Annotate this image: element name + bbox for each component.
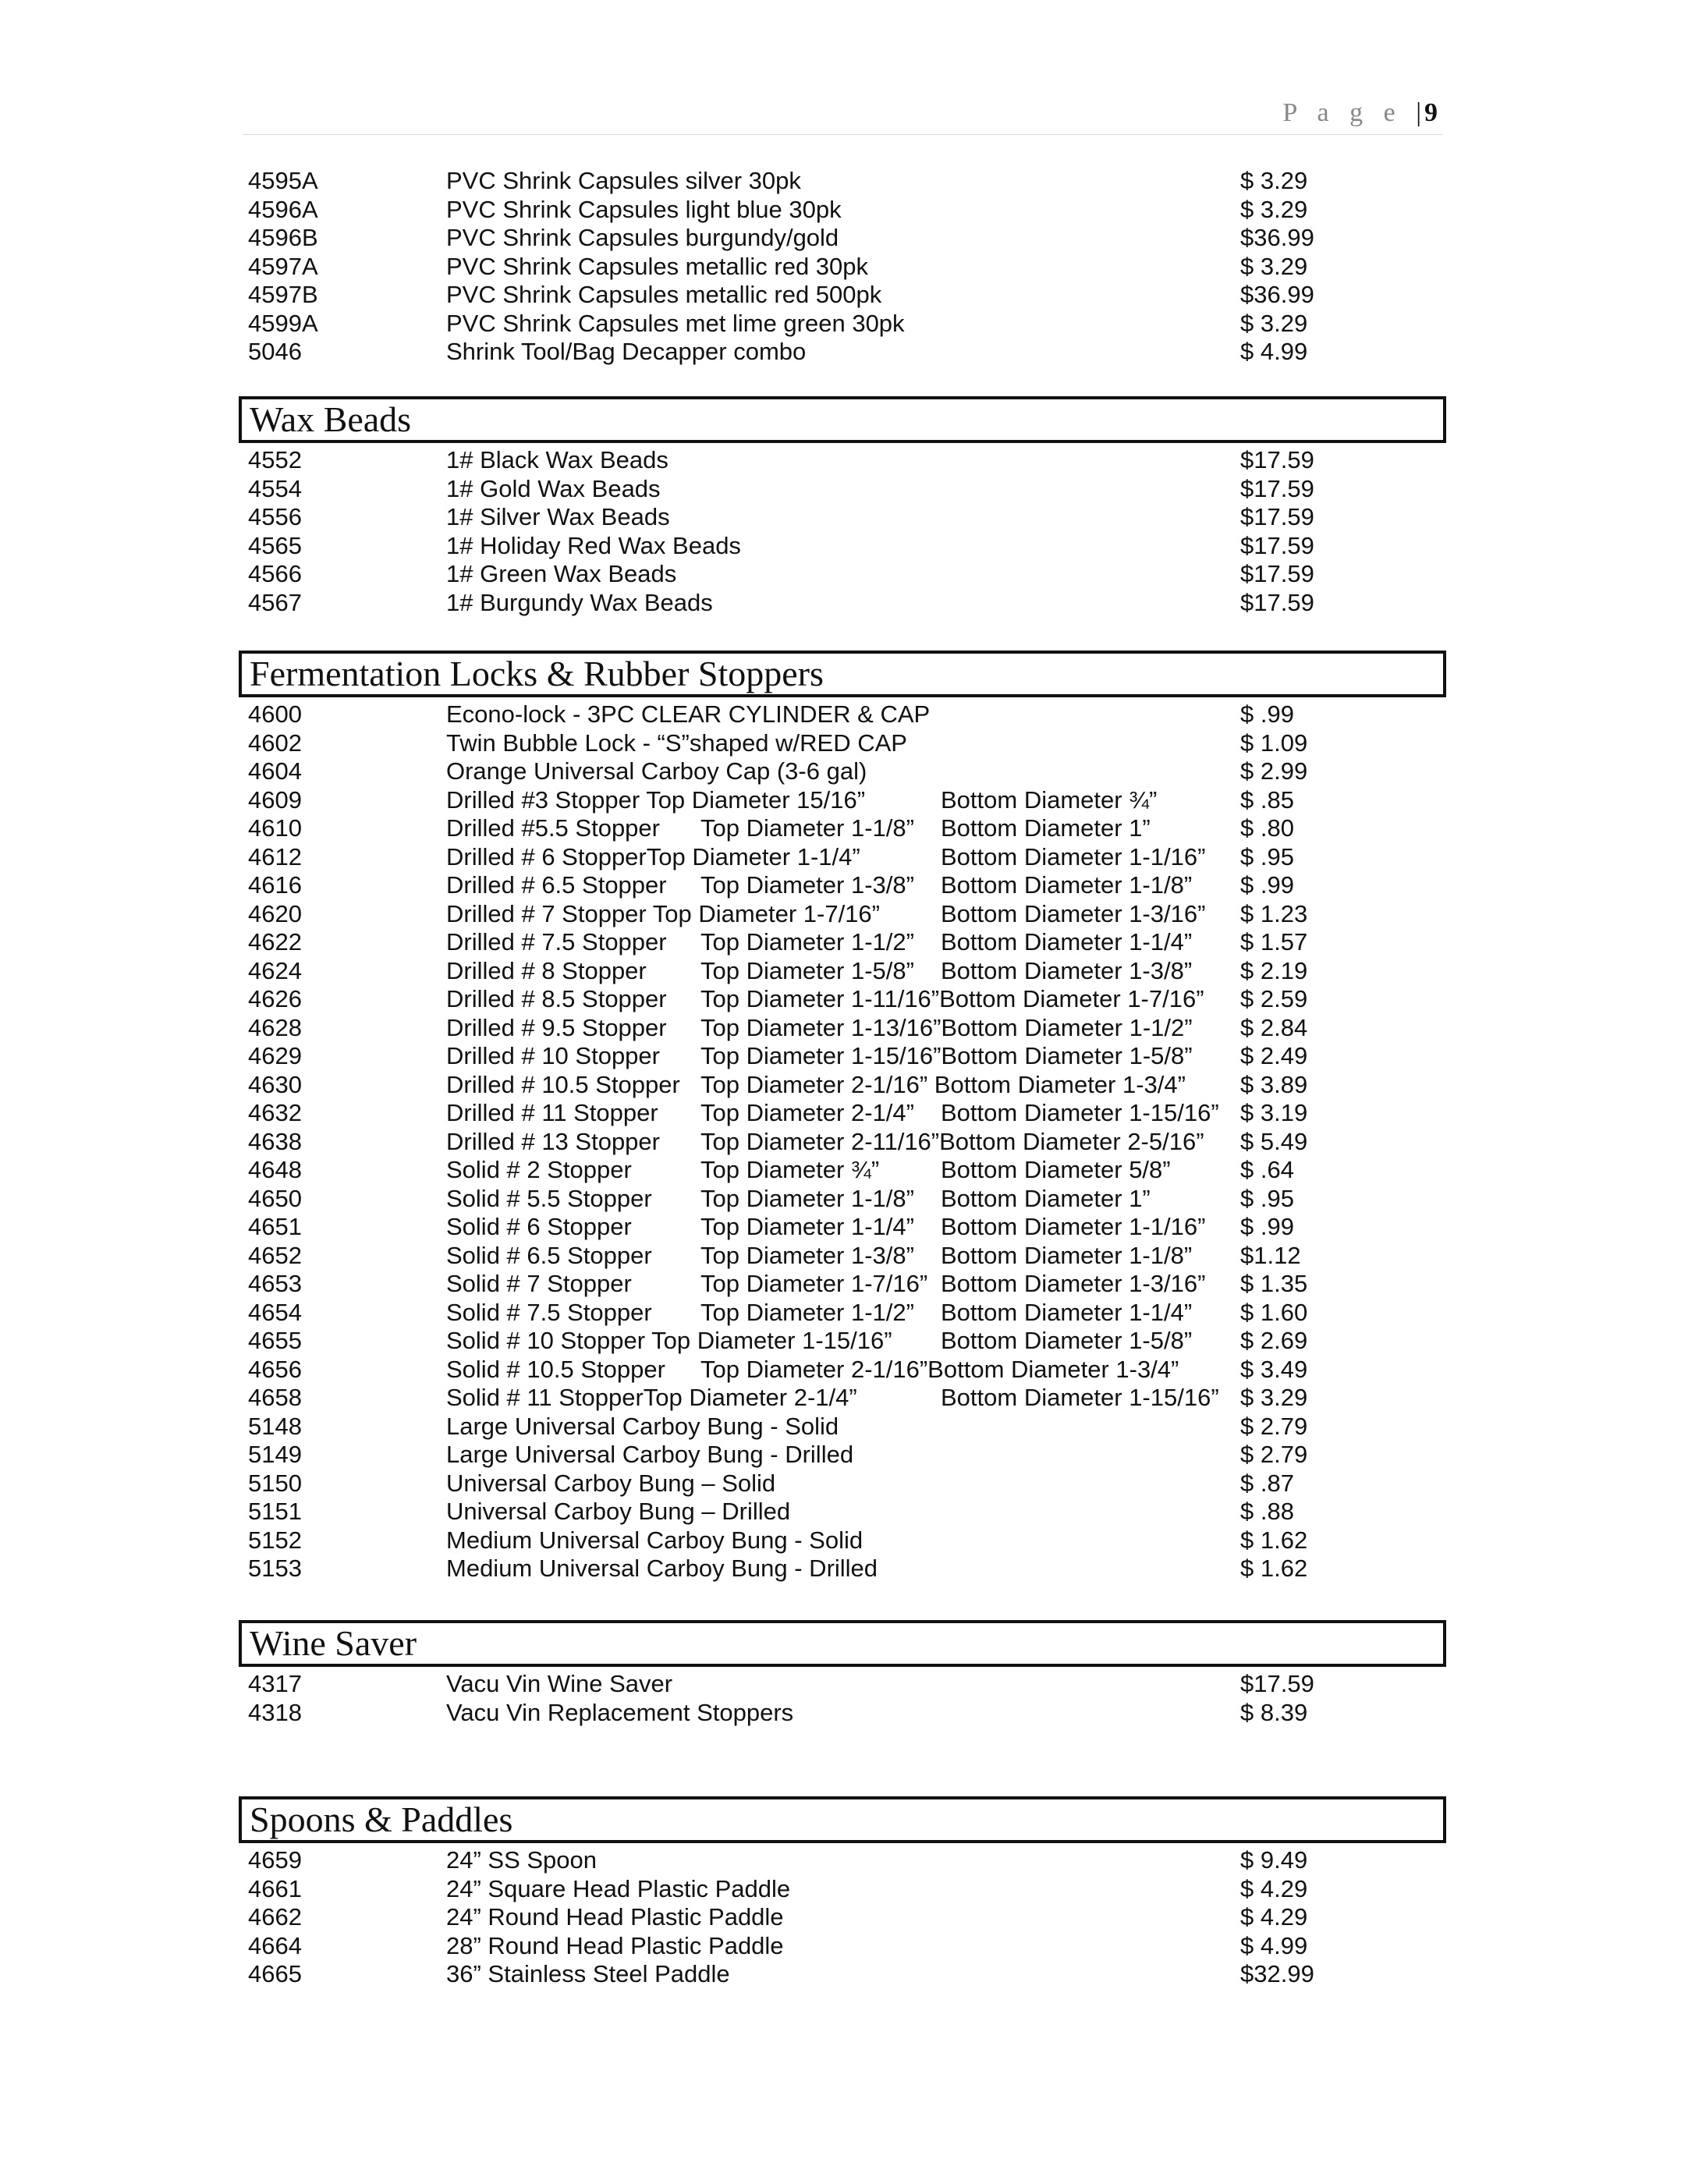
item-code: 4554 (248, 474, 302, 502)
item-description: PVC Shrink Capsules met lime green 30pk (446, 309, 905, 337)
item-code: 4596B (248, 224, 318, 251)
item-code: 4626 (248, 985, 302, 1012)
price-row (239, 589, 1446, 618)
price-row (239, 1128, 1446, 1157)
price-row (239, 475, 1446, 504)
price-section (239, 1796, 1446, 1989)
item-price: $ .88 (1240, 1498, 1294, 1525)
item-price: $ 2.59 (1240, 985, 1308, 1012)
price-row (239, 1156, 1446, 1185)
item-description: Solid # 10 Stopper Top Diameter 1-15/16” (446, 1327, 892, 1354)
item-code: 4638 (248, 1127, 302, 1155)
price-row (239, 167, 1446, 196)
item-code: 4597A (248, 252, 318, 280)
top-diameter: Top Diameter 1-15/16”Bottom Diameter 1-5/8” (700, 1042, 1193, 1069)
item-price: $ .95 (1240, 842, 1294, 870)
item-code: 4658 (248, 1384, 302, 1411)
item-code: 4567 (248, 588, 302, 616)
item-description: Drilled #3 Stopper Top Diameter 15/16” (446, 785, 866, 814)
item-price: $17.59 (1240, 474, 1314, 502)
price-row (239, 224, 1446, 253)
item-description: Drilled # 6 StopperTop Diameter 1-1/4” (446, 842, 860, 870)
top-diameter: Top Diameter 1-1/4” (700, 1213, 914, 1240)
item-price: $ 8.39 (1240, 1698, 1308, 1726)
bottom-diameter: Bottom Diameter 1-1/8” (941, 1241, 1193, 1269)
item-code: 5148 (248, 1412, 302, 1440)
item-description: 1# Burgundy Wax Beads (446, 588, 713, 616)
item-description: Drilled # 8 Stopper (446, 956, 647, 984)
item-price: $ .87 (1240, 1469, 1294, 1497)
item-description: 1# Green Wax Beads (446, 560, 677, 587)
page-number: 9 (1424, 98, 1438, 127)
top-diameter: Top Diameter 2-1/4” (700, 1099, 914, 1126)
item-code: 4655 (248, 1327, 302, 1354)
item-code: 4556 (248, 503, 302, 530)
price-row (239, 253, 1446, 282)
item-description: PVC Shrink Capsules light blue 30pk (446, 195, 842, 223)
item-price: $ 2.69 (1240, 1327, 1308, 1354)
bottom-diameter: Bottom Diameter ¾” (941, 785, 1158, 814)
item-code: 4599A (248, 309, 318, 337)
top-diameter: Top Diameter 1-1/8” (700, 1184, 914, 1212)
item-price: $ 1.62 (1240, 1526, 1308, 1554)
item-price: $ 3.29 (1240, 1384, 1308, 1411)
top-diameter: Top Diameter 2-1/16” Bottom Diameter 1-3/4” (700, 1070, 1186, 1098)
price-row (239, 1185, 1446, 1214)
price-row (239, 446, 1446, 475)
item-code: 4604 (248, 757, 302, 785)
item-code: 4632 (248, 1099, 302, 1126)
item-code: 4664 (248, 1931, 302, 1959)
bottom-diameter: Bottom Diameter 1” (941, 814, 1151, 842)
item-price: $ 1.57 (1240, 928, 1308, 956)
item-description: Solid # 6.5 Stopper (446, 1241, 652, 1269)
price-row (239, 1470, 1446, 1498)
item-price: $ 2.19 (1240, 956, 1308, 984)
price-row (239, 1846, 1446, 1875)
item-description: Drilled # 9.5 Stopper (446, 1013, 667, 1041)
price-section (239, 396, 1446, 617)
item-description: 1# Holiday Red Wax Beads (446, 531, 741, 559)
item-price: $ 4.29 (1240, 1903, 1308, 1930)
item-code: 4656 (248, 1355, 302, 1383)
top-diameter: Top Diameter 1-11/16”Bottom Diameter 1-7/16” (700, 985, 1204, 1012)
item-price: $ 4.99 (1240, 338, 1308, 365)
item-price: $ 2.79 (1240, 1441, 1308, 1468)
price-row (239, 1441, 1446, 1470)
top-diameter: Top Diameter 1-7/16” (700, 1270, 928, 1297)
item-code: 4612 (248, 842, 302, 870)
price-row (239, 1099, 1446, 1128)
item-description: Shrink Tool/Bag Decapper combo (446, 338, 807, 365)
price-section (239, 167, 1446, 367)
item-description: Solid # 7 Stopper (446, 1270, 632, 1297)
item-description: 24” Round Head Plastic Paddle (446, 1903, 784, 1930)
item-description: Solid # 10.5 Stopper (446, 1355, 665, 1383)
price-row (239, 1903, 1446, 1932)
bottom-diameter: Bottom Diameter 1-1/16” (941, 1213, 1206, 1240)
top-diameter: Top Diameter 2-11/16”Bottom Diameter 2-5/16” (700, 1127, 1204, 1155)
item-description: Drilled # 8.5 Stopper (446, 985, 667, 1012)
item-code: 4662 (248, 1903, 302, 1930)
price-row (239, 503, 1446, 532)
item-price: $ .80 (1240, 814, 1294, 842)
item-code: 4629 (248, 1042, 302, 1069)
price-row (239, 1555, 1446, 1583)
price-row (239, 1699, 1446, 1728)
item-code: 4620 (248, 899, 302, 927)
item-description: Drilled # 11 Stopper (446, 1099, 658, 1126)
price-section (239, 651, 1446, 1583)
item-description: 24” Square Head Plastic Paddle (446, 1874, 791, 1902)
bottom-diameter: Bottom Diameter 1-3/16” (941, 1270, 1206, 1297)
item-code: 4650 (248, 1184, 302, 1212)
item-description: PVC Shrink Capsules silver 30pk (446, 167, 801, 194)
price-row (239, 532, 1446, 561)
item-price: $ 3.89 (1240, 1070, 1308, 1098)
item-price: $ 2.84 (1240, 1013, 1308, 1041)
item-code: 5046 (248, 338, 302, 365)
item-code: 4648 (248, 1156, 302, 1183)
item-description: 28” Round Head Plastic Paddle (446, 1931, 784, 1959)
item-description: Universal Carboy Bung – Solid (446, 1469, 776, 1497)
price-row (239, 1014, 1446, 1043)
page-header (243, 95, 1442, 135)
item-price: $36.99 (1240, 224, 1314, 251)
bottom-diameter: Bottom Diameter 1-1/8” (941, 871, 1193, 899)
item-description: 24” SS Spoon (446, 1846, 598, 1874)
item-code: 4624 (248, 956, 302, 984)
price-row (239, 1327, 1446, 1356)
item-price: $ 3.29 (1240, 167, 1308, 194)
item-description: PVC Shrink Capsules metallic red 500pk (446, 281, 882, 308)
item-description: Drilled # 7.5 Stopper (446, 928, 667, 956)
item-description: Drilled #5.5 Stopper (446, 814, 660, 842)
item-price: $ 1.62 (1240, 1555, 1308, 1582)
price-row (239, 928, 1446, 957)
item-description: PVC Shrink Capsules metallic red 30pk (446, 252, 869, 280)
item-price: $ 9.49 (1240, 1846, 1308, 1874)
item-code: 4596A (248, 195, 318, 223)
item-price: $17.59 (1240, 560, 1314, 587)
item-code: 5149 (248, 1441, 302, 1468)
item-description: Solid # 7.5 Stopper (446, 1298, 652, 1326)
price-row (239, 1071, 1446, 1100)
bottom-diameter: Bottom Diameter 1-1/16” (941, 842, 1206, 870)
item-code: 4653 (248, 1270, 302, 1297)
price-row (239, 900, 1446, 929)
item-description: Solid # 11 StopperTop Diameter 2-1/4” (446, 1384, 857, 1411)
item-description: Orange Universal Carboy Cap (3-6 gal) (446, 757, 867, 785)
item-price: $ 4.29 (1240, 1874, 1308, 1902)
top-diameter: Top Diameter 1-1/8” (700, 814, 914, 842)
top-diameter: Top Diameter 1-5/8” (700, 956, 914, 984)
price-row (239, 281, 1446, 310)
item-description: Solid # 5.5 Stopper (446, 1184, 652, 1212)
item-price: $17.59 (1240, 531, 1314, 559)
top-diameter: Top Diameter 1-3/8” (700, 1241, 914, 1269)
price-row (239, 700, 1446, 729)
item-code: 5152 (248, 1526, 302, 1554)
bottom-diameter: Bottom Diameter 1-5/8” (941, 1327, 1193, 1354)
item-code: 4600 (248, 700, 302, 728)
item-price: $ 3.29 (1240, 252, 1308, 280)
price-row (239, 1932, 1446, 1961)
price-row (239, 1875, 1446, 1904)
price-row (239, 338, 1446, 367)
item-description: Large Universal Carboy Bung - Drilled (446, 1441, 854, 1468)
page-separator: | (1416, 98, 1424, 127)
item-price: $ .64 (1240, 1156, 1294, 1183)
item-price: $ 1.60 (1240, 1298, 1308, 1326)
price-row (239, 1270, 1446, 1299)
item-description: Drilled # 10 Stopper (446, 1042, 660, 1069)
item-code: 4616 (248, 871, 302, 899)
price-row (239, 1526, 1446, 1555)
price-row (239, 814, 1446, 843)
item-price: $ 3.19 (1240, 1099, 1308, 1126)
item-price: $ .99 (1240, 700, 1294, 728)
price-row (239, 1384, 1446, 1413)
item-description: Vacu Vin Replacement Stoppers (446, 1698, 794, 1726)
bottom-diameter: Bottom Diameter 1-15/16” (941, 1099, 1219, 1126)
item-price: $ 2.49 (1240, 1042, 1308, 1069)
item-price: $ .95 (1240, 1184, 1294, 1212)
price-row (239, 757, 1446, 786)
bottom-diameter: Bottom Diameter 1” (941, 1184, 1151, 1212)
item-description: 36” Stainless Steel Paddle (446, 1960, 730, 1987)
item-code: 5153 (248, 1555, 302, 1582)
item-description: Universal Carboy Bung – Drilled (446, 1498, 791, 1525)
item-description: Vacu Vin Wine Saver (446, 1670, 673, 1697)
item-code: 4665 (248, 1960, 302, 1987)
item-code: 4661 (248, 1874, 302, 1902)
price-row (239, 1498, 1446, 1526)
item-price: $ 3.29 (1240, 195, 1308, 223)
section-title: Spoons & Paddles (239, 1796, 1446, 1843)
item-code: 4318 (248, 1698, 302, 1726)
item-code: 4652 (248, 1241, 302, 1269)
item-description: Drilled # 10.5 Stopper (446, 1070, 680, 1098)
item-price: $ .99 (1240, 871, 1294, 899)
item-code: 5151 (248, 1498, 302, 1525)
item-code: 4565 (248, 531, 302, 559)
price-row (239, 985, 1446, 1014)
bottom-diameter: Bottom Diameter 1-1/4” (941, 1298, 1193, 1326)
item-price: $ 4.99 (1240, 1931, 1308, 1959)
price-row (239, 1042, 1446, 1071)
item-description: Drilled # 6.5 Stopper (446, 871, 667, 899)
item-description: Twin Bubble Lock - “S”shaped w/RED CAP (446, 729, 907, 757)
item-code: 4651 (248, 1213, 302, 1240)
item-price: $ 2.79 (1240, 1412, 1308, 1440)
item-description: 1# Black Wax Beads (446, 446, 668, 473)
item-price: $ .85 (1240, 785, 1294, 814)
section-title: Wax Beads (239, 396, 1446, 443)
item-description: Drilled # 13 Stopper (446, 1127, 660, 1155)
item-price: $17.59 (1240, 503, 1314, 530)
price-section (239, 1620, 1446, 1727)
item-price: $ 1.23 (1240, 899, 1308, 927)
price-row (239, 196, 1446, 225)
bottom-diameter: Bottom Diameter 1-3/16” (941, 899, 1206, 927)
price-row (239, 1670, 1446, 1699)
item-code: 4622 (248, 928, 302, 956)
section-title: Fermentation Locks & Rubber Stoppers (239, 651, 1446, 697)
price-row (239, 786, 1446, 815)
item-description: Medium Universal Carboy Bung - Drilled (446, 1555, 878, 1582)
price-row (239, 310, 1446, 339)
item-code: 4609 (248, 785, 302, 814)
item-code: 4654 (248, 1298, 302, 1326)
bottom-diameter: Bottom Diameter 5/8” (941, 1156, 1171, 1183)
item-code: 4602 (248, 729, 302, 757)
item-description: 1# Gold Wax Beads (446, 474, 661, 502)
item-price: $ 2.99 (1240, 757, 1308, 785)
item-price: $ .99 (1240, 1213, 1294, 1240)
item-price: $ 1.09 (1240, 729, 1308, 757)
price-row (239, 729, 1446, 758)
item-code: 4630 (248, 1070, 302, 1098)
item-price: $ 5.49 (1240, 1127, 1308, 1155)
item-code: 4317 (248, 1670, 302, 1697)
item-code: 4659 (248, 1846, 302, 1874)
item-description: Solid # 2 Stopper (446, 1156, 632, 1183)
item-code: 4628 (248, 1013, 302, 1041)
item-code: 4566 (248, 560, 302, 587)
top-diameter: Top Diameter 1-3/8” (700, 871, 914, 899)
price-row (239, 1299, 1446, 1328)
page-word: P a g e (1282, 98, 1403, 127)
item-price: $ 1.35 (1240, 1270, 1308, 1297)
page-number-label (1282, 98, 1438, 128)
item-description: Drilled # 7 Stopper Top Diameter 1-7/16” (446, 899, 880, 927)
top-diameter: Top Diameter 2-1/16”Bottom Diameter 1-3/4” (700, 1355, 1179, 1383)
price-row (239, 1356, 1446, 1384)
price-row (239, 1413, 1446, 1441)
top-diameter: Top Diameter 1-13/16”Bottom Diameter 1-1/2” (700, 1013, 1193, 1041)
item-price: $ 3.29 (1240, 309, 1308, 337)
item-description: 1# Silver Wax Beads (446, 503, 670, 530)
item-code: 4610 (248, 814, 302, 842)
item-price: $ 3.49 (1240, 1355, 1308, 1383)
price-row (239, 1213, 1446, 1242)
item-code: 4552 (248, 446, 302, 473)
bottom-diameter: Bottom Diameter 1-15/16” (941, 1384, 1219, 1411)
top-diameter: Top Diameter 1-1/2” (700, 1298, 914, 1326)
item-price: $32.99 (1240, 1960, 1314, 1987)
item-price: $36.99 (1240, 281, 1314, 308)
item-code: 4595A (248, 167, 318, 194)
bottom-diameter: Bottom Diameter 1-3/8” (941, 956, 1193, 984)
price-row (239, 871, 1446, 900)
section-title: Wine Saver (239, 1620, 1446, 1667)
item-description: Large Universal Carboy Bung - Solid (446, 1412, 839, 1440)
item-code: 4597B (248, 281, 318, 308)
item-price: $1.12 (1240, 1241, 1301, 1269)
price-row (239, 1960, 1446, 1989)
bottom-diameter: Bottom Diameter 1-1/4” (941, 928, 1193, 956)
price-row (239, 843, 1446, 872)
price-row (239, 1242, 1446, 1271)
item-price: $17.59 (1240, 1670, 1314, 1697)
item-description: PVC Shrink Capsules burgundy/gold (446, 224, 839, 251)
price-row (239, 957, 1446, 986)
item-description: Medium Universal Carboy Bung - Solid (446, 1526, 864, 1554)
item-description: Econo-lock - 3PC CLEAR CYLINDER & CAP (446, 700, 931, 728)
top-diameter: Top Diameter ¾” (700, 1156, 880, 1183)
item-code: 5150 (248, 1469, 302, 1497)
item-price: $17.59 (1240, 446, 1314, 473)
item-price: $17.59 (1240, 588, 1314, 616)
item-description: Solid # 6 Stopper (446, 1213, 632, 1240)
top-diameter: Top Diameter 1-1/2” (700, 928, 914, 956)
price-row (239, 560, 1446, 589)
